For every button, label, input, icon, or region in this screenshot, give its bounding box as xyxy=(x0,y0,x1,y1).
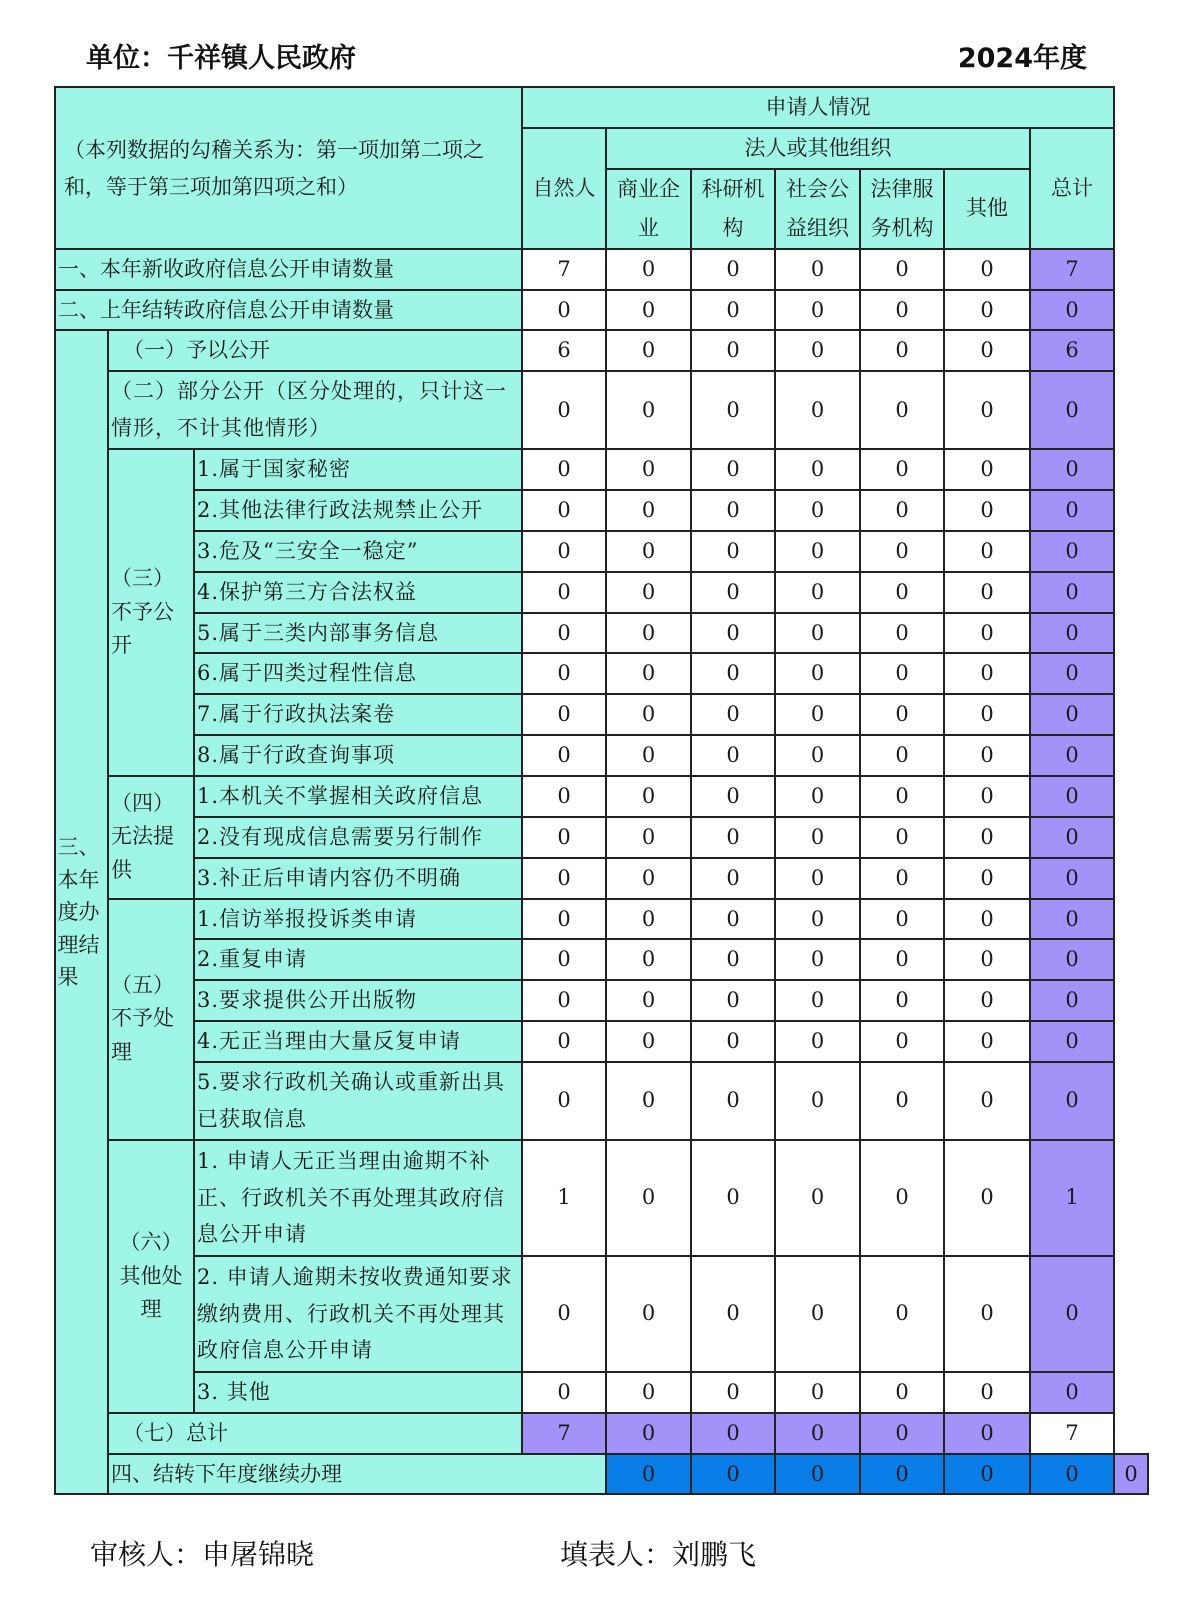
cell-total: 0 xyxy=(1030,1256,1114,1372)
cell-value: 0 xyxy=(860,1062,944,1140)
cell-value: 0 xyxy=(691,653,775,694)
cell-value: 0 xyxy=(691,776,775,817)
cell-total: 0 xyxy=(1030,531,1114,572)
cell-value: 0 xyxy=(775,1062,860,1140)
cell-value: 0 xyxy=(944,980,1030,1021)
cell-value: 7 xyxy=(522,249,606,290)
col-commercial: 商业企业 xyxy=(606,169,691,249)
cell-value: 0 xyxy=(691,371,775,449)
cell-total: 0 xyxy=(1030,613,1114,654)
cell-total: 0 xyxy=(1114,1454,1148,1495)
cell-value: 0 xyxy=(522,980,606,1021)
col-natural-person: 自然人 xyxy=(522,128,606,249)
cell-value: 0 xyxy=(606,330,691,371)
row-label: 1. 申请人无正当理由逾期不补正、行政机关不再处理其政府信息公开申请 xyxy=(194,1140,522,1256)
disclosure-table xyxy=(54,86,1149,1495)
cell-value: 0 xyxy=(860,694,944,735)
cell-value: 0 xyxy=(944,694,1030,735)
cell-value: 0 xyxy=(522,1372,606,1413)
cell-value: 0 xyxy=(860,290,944,331)
cell-value: 0 xyxy=(775,1372,860,1413)
table-row xyxy=(55,899,1148,940)
cell-value: 0 xyxy=(606,735,691,776)
cell-value: 0 xyxy=(691,330,775,371)
row-label: 2.没有现成信息需要另行制作 xyxy=(194,817,522,858)
cell-value: 0 xyxy=(944,290,1030,331)
cell-value: 0 xyxy=(522,572,606,613)
cell-value: 0 xyxy=(775,899,860,940)
row-label: 7.属于行政执法案卷 xyxy=(194,694,522,735)
cell-value: 0 xyxy=(775,490,860,531)
cell-value: 0 xyxy=(606,613,691,654)
cell-value: 0 xyxy=(522,613,606,654)
cell-value: 0 xyxy=(606,1021,691,1062)
row-label: 4.无正当理由大量反复申请 xyxy=(194,1021,522,1062)
legal-group-header: 法人或其他组织 xyxy=(606,128,1030,169)
cell-value: 0 xyxy=(606,290,691,331)
cell-value: 0 xyxy=(860,653,944,694)
cell-total: 0 xyxy=(775,1413,860,1454)
cell-value: 0 xyxy=(522,735,606,776)
table-row xyxy=(55,613,1148,654)
cell-value: 0 xyxy=(860,1454,944,1495)
cell-value: 0 xyxy=(775,290,860,331)
cell-total: 0 xyxy=(860,1413,944,1454)
row-label: 1.属于国家秘密 xyxy=(194,449,522,490)
cell-value: 0 xyxy=(944,249,1030,290)
cell-value: 0 xyxy=(775,1454,860,1495)
row-label: 1.信访举报投诉类申请 xyxy=(194,899,522,940)
cell-value: 0 xyxy=(775,449,860,490)
cell-value: 0 xyxy=(860,899,944,940)
table-row xyxy=(55,490,1148,531)
table-row xyxy=(55,1140,1148,1256)
table-row xyxy=(55,1062,1148,1140)
table-row xyxy=(55,694,1148,735)
cell-value: 0 xyxy=(860,613,944,654)
cell-value: 0 xyxy=(944,449,1030,490)
table-row xyxy=(55,249,1148,290)
cell-value: 0 xyxy=(691,980,775,1021)
cell-value: 0 xyxy=(691,694,775,735)
cell-total: 0 xyxy=(1030,939,1114,980)
cell-value: 0 xyxy=(775,572,860,613)
cell-value: 0 xyxy=(522,371,606,449)
cell-value: 0 xyxy=(775,939,860,980)
row-label: 一、本年新收政府信息公开申请数量 xyxy=(55,249,522,290)
cell-value: 0 xyxy=(606,1256,691,1372)
cell-value: 1 xyxy=(522,1140,606,1256)
cell-value: 0 xyxy=(860,735,944,776)
cell-value: 0 xyxy=(691,939,775,980)
cell-value: 0 xyxy=(522,899,606,940)
cell-total: 0 xyxy=(1030,449,1114,490)
reviewer-label: 审核人：申屠锦晓 xyxy=(90,1538,315,1571)
cell-value: 0 xyxy=(522,776,606,817)
cell-value: 0 xyxy=(691,817,775,858)
cell-total: 0 xyxy=(1030,694,1114,735)
cell-value: 0 xyxy=(522,449,606,490)
table-row xyxy=(55,290,1148,331)
cell-value: 0 xyxy=(606,899,691,940)
cell-value: 0 xyxy=(522,817,606,858)
cell-value: 0 xyxy=(606,490,691,531)
col-research: 科研机构 xyxy=(691,169,775,249)
cell-value: 0 xyxy=(606,1062,691,1140)
cell-value: 0 xyxy=(606,531,691,572)
cell-value: 0 xyxy=(860,980,944,1021)
cell-value: 0 xyxy=(691,613,775,654)
cell-value: 6 xyxy=(522,330,606,371)
row-label: 8.属于行政查询事项 xyxy=(194,735,522,776)
cell-value: 0 xyxy=(860,531,944,572)
cell-value: 0 xyxy=(860,490,944,531)
cell-total: 0 xyxy=(606,1413,691,1454)
row-label: 2. 申请人逾期未按收费通知要求缴纳费用、行政机关不再处理其政府信息公开申请 xyxy=(194,1256,522,1372)
cell-value: 0 xyxy=(860,371,944,449)
cell-value: 0 xyxy=(522,653,606,694)
cell-value: 0 xyxy=(522,858,606,899)
cell-value: 0 xyxy=(691,249,775,290)
cell-value: 0 xyxy=(860,249,944,290)
cell-value: 0 xyxy=(691,1454,775,1495)
cell-value: 0 xyxy=(944,1454,1030,1495)
row-label: 5.属于三类内部事务信息 xyxy=(194,613,522,654)
cell-value: 0 xyxy=(606,980,691,1021)
cell-value: 0 xyxy=(691,1256,775,1372)
cell-value: 0 xyxy=(944,858,1030,899)
group4-label: （四）无法提供 xyxy=(108,776,194,899)
cell-value: 0 xyxy=(775,1256,860,1372)
cell-value: 0 xyxy=(775,980,860,1021)
cell-value: 0 xyxy=(606,572,691,613)
cell-value: 0 xyxy=(944,1062,1030,1140)
cell-value: 0 xyxy=(860,858,944,899)
cell-total: 0 xyxy=(1030,572,1114,613)
group3-label: （三）不予公开 xyxy=(108,449,194,776)
cell-value: 0 xyxy=(606,776,691,817)
table-row xyxy=(55,939,1148,980)
cell-value: 0 xyxy=(775,858,860,899)
cell-value: 0 xyxy=(606,1140,691,1256)
cell-value: 0 xyxy=(944,371,1030,449)
table-row xyxy=(55,449,1148,490)
cell-value: 0 xyxy=(522,1256,606,1372)
cell-value: 0 xyxy=(775,531,860,572)
cell-value: 0 xyxy=(522,1062,606,1140)
table-row xyxy=(55,1021,1148,1062)
row-label: （七）总计 xyxy=(108,1413,522,1454)
cell-value: 0 xyxy=(606,817,691,858)
cell-value: 0 xyxy=(775,653,860,694)
cell-value: 0 xyxy=(944,776,1030,817)
year-label: 2024年度 xyxy=(957,43,1087,74)
table-row xyxy=(55,776,1148,817)
cell-value: 0 xyxy=(860,939,944,980)
cell-value: 0 xyxy=(944,330,1030,371)
cell-value: 0 xyxy=(860,330,944,371)
cell-value: 0 xyxy=(860,1140,944,1256)
cell-value: 0 xyxy=(944,1021,1030,1062)
cell-value: 0 xyxy=(691,1062,775,1140)
row-label: 四、结转下年度继续办理 xyxy=(108,1454,606,1495)
cell-value: 0 xyxy=(606,653,691,694)
cell-value: 0 xyxy=(944,817,1030,858)
cell-value: 0 xyxy=(691,572,775,613)
cell-value: 0 xyxy=(691,290,775,331)
cell-total: 0 xyxy=(1030,735,1114,776)
cell-total: 7 xyxy=(1030,249,1114,290)
col-legal-service: 法律服务机构 xyxy=(860,169,944,249)
cell-value: 0 xyxy=(775,694,860,735)
cell-total: 0 xyxy=(1030,1021,1114,1062)
cell-value: 0 xyxy=(522,939,606,980)
cell-total: 0 xyxy=(1030,899,1114,940)
cell-value: 0 xyxy=(522,490,606,531)
row-label: 1.本机关不掌握相关政府信息 xyxy=(194,776,522,817)
cell-value: 0 xyxy=(775,1021,860,1062)
cell-value: 0 xyxy=(775,776,860,817)
cell-total: 0 xyxy=(691,1413,775,1454)
cell-value: 0 xyxy=(944,531,1030,572)
cell-value: 0 xyxy=(606,1372,691,1413)
cell-value: 0 xyxy=(606,858,691,899)
cell-value: 0 xyxy=(691,490,775,531)
cell-value: 0 xyxy=(775,249,860,290)
table-row xyxy=(55,572,1148,613)
row-label: 3.危及“三安全一稳定” xyxy=(194,531,522,572)
cell-value: 0 xyxy=(775,330,860,371)
row-label: （二）部分公开（区分处理的，只计这一情形，不计其他情形） xyxy=(108,371,522,449)
relation-note: （本列数据的勾稽关系为：第一项加第二项之和，等于第三项加第四项之和） xyxy=(55,87,522,249)
cell-value: 0 xyxy=(691,531,775,572)
filler-label: 填表人：刘鹏飞 xyxy=(560,1538,757,1571)
cell-value: 0 xyxy=(691,1021,775,1062)
cell-total: 7 xyxy=(1030,1413,1114,1454)
cell-total: 0 xyxy=(1030,776,1114,817)
row-label: 2.重复申请 xyxy=(194,939,522,980)
row-label: 4.保护第三方合法权益 xyxy=(194,572,522,613)
row-label: 二、上年结转政府信息公开申请数量 xyxy=(55,290,522,331)
cell-value: 0 xyxy=(944,490,1030,531)
cell-value: 0 xyxy=(691,1140,775,1256)
cell-total: 6 xyxy=(1030,330,1114,371)
table-row xyxy=(55,1256,1148,1372)
cell-total: 0 xyxy=(1030,371,1114,449)
cell-value: 0 xyxy=(691,735,775,776)
cell-value: 0 xyxy=(606,694,691,735)
cell-total: 0 xyxy=(1030,1372,1114,1413)
col-public-welfare: 社会公益组织 xyxy=(775,169,860,249)
cell-value: 0 xyxy=(775,613,860,654)
cell-value: 0 xyxy=(860,572,944,613)
cell-value: 0 xyxy=(944,1256,1030,1372)
table-row xyxy=(55,653,1148,694)
row-label: 3. 其他 xyxy=(194,1372,522,1413)
unit-label: 单位：千祥镇人民政府 xyxy=(86,43,356,74)
group5-label: （五）不予处理 xyxy=(108,899,194,1140)
table-row xyxy=(55,735,1148,776)
cell-value: 0 xyxy=(691,449,775,490)
table-row xyxy=(55,531,1148,572)
row-label: 3.要求提供公开出版物 xyxy=(194,980,522,1021)
row-label: 6.属于四类过程性信息 xyxy=(194,653,522,694)
cell-value: 0 xyxy=(606,939,691,980)
cell-value: 0 xyxy=(606,1454,691,1495)
cell-total: 0 xyxy=(1030,490,1114,531)
cell-value: 0 xyxy=(860,1256,944,1372)
cell-value: 0 xyxy=(944,613,1030,654)
cell-total: 0 xyxy=(1030,858,1114,899)
table-row xyxy=(55,1372,1148,1413)
row-label: 3.补正后申请内容仍不明确 xyxy=(194,858,522,899)
cell-value: 0 xyxy=(860,1372,944,1413)
cell-value: 0 xyxy=(860,449,944,490)
cell-value: 0 xyxy=(944,1372,1030,1413)
cell-value: 0 xyxy=(691,858,775,899)
table-row xyxy=(55,371,1148,449)
cell-value: 0 xyxy=(522,290,606,331)
cell-total: 0 xyxy=(1030,1062,1114,1140)
cell-value: 0 xyxy=(944,572,1030,613)
cell-value: 0 xyxy=(691,899,775,940)
applicant-header: 申请人情况 xyxy=(522,87,1114,128)
cell-value: 0 xyxy=(944,899,1030,940)
cell-value: 0 xyxy=(944,735,1030,776)
cell-value: 0 xyxy=(860,1021,944,1062)
col-other: 其他 xyxy=(944,169,1030,249)
table-row xyxy=(55,330,1148,371)
table-row xyxy=(55,858,1148,899)
table-row xyxy=(55,980,1148,1021)
row-label: （一）予以公开 xyxy=(108,330,522,371)
cell-total: 0 xyxy=(1030,290,1114,331)
cell-value: 0 xyxy=(606,449,691,490)
cell-value: 0 xyxy=(944,939,1030,980)
cell-total: 0 xyxy=(1030,980,1114,1021)
section3-label: 三、本年度办理结果 xyxy=(55,330,108,1494)
cell-value: 0 xyxy=(522,531,606,572)
col-total: 总计 xyxy=(1030,128,1114,249)
cell-value: 0 xyxy=(775,371,860,449)
table-row xyxy=(55,1413,1148,1454)
cell-value: 0 xyxy=(944,653,1030,694)
cell-value: 0 xyxy=(944,1140,1030,1256)
table-row xyxy=(55,1454,1148,1495)
cell-value: 0 xyxy=(606,371,691,449)
group6-label: （六）其他处理 xyxy=(108,1140,194,1413)
cell-value: 0 xyxy=(522,1021,606,1062)
cell-total: 7 xyxy=(522,1413,606,1454)
cell-value: 0 xyxy=(860,817,944,858)
row-label: 2.其他法律行政法规禁止公开 xyxy=(194,490,522,531)
cell-value: 0 xyxy=(775,817,860,858)
cell-total: 0 xyxy=(1030,653,1114,694)
cell-value: 0 xyxy=(691,1372,775,1413)
cell-value: 0 xyxy=(606,249,691,290)
cell-total: 0 xyxy=(1030,817,1114,858)
cell-value: 0 xyxy=(775,1140,860,1256)
cell-total: 0 xyxy=(944,1413,1030,1454)
cell-value: 0 xyxy=(522,694,606,735)
row-label: 5.要求行政机关确认或重新出具已获取信息 xyxy=(194,1062,522,1140)
cell-total: 1 xyxy=(1030,1140,1114,1256)
cell-value: 0 xyxy=(775,735,860,776)
cell-value: 0 xyxy=(860,776,944,817)
table-row xyxy=(55,817,1148,858)
cell-value: 0 xyxy=(1030,1454,1114,1495)
